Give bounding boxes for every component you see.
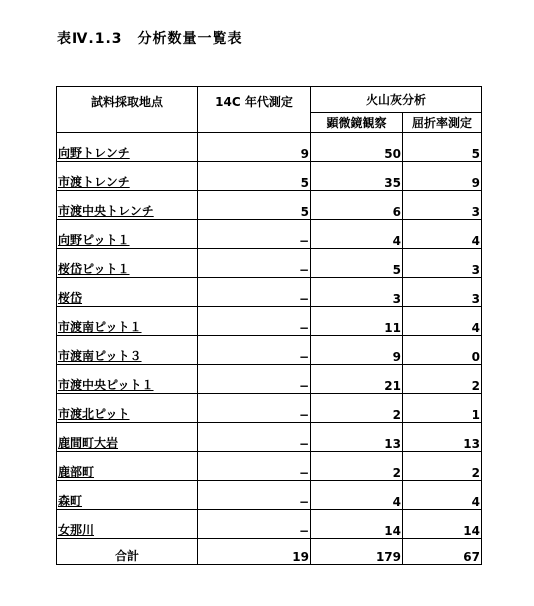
table-row bbox=[57, 394, 482, 423]
refractive-count: 5 bbox=[403, 133, 482, 162]
microscope-count: 4 bbox=[311, 481, 403, 510]
site-name: 市渡北ピット bbox=[57, 394, 198, 423]
total-label: 合計 bbox=[57, 539, 198, 565]
refractive-count: 2 bbox=[403, 365, 482, 394]
microscope-count: 2 bbox=[311, 394, 403, 423]
table-row bbox=[57, 220, 482, 249]
refractive-count: 3 bbox=[403, 191, 482, 220]
site-name: 市渡中央トレンチ bbox=[57, 191, 198, 220]
refractive-count: 3 bbox=[403, 278, 482, 307]
site-name: 桜岱 bbox=[57, 278, 198, 307]
site-name: 向野トレンチ bbox=[57, 133, 198, 162]
microscope-count: 50 bbox=[311, 133, 403, 162]
refractive-count: 2 bbox=[403, 452, 482, 481]
analysis-count-table bbox=[56, 86, 482, 565]
table-row bbox=[57, 162, 482, 191]
site-name: 市渡トレンチ bbox=[57, 162, 198, 191]
c14-count: − bbox=[198, 307, 311, 336]
c14-count: − bbox=[198, 336, 311, 365]
refractive-count: 9 bbox=[403, 162, 482, 191]
microscope-count: 11 bbox=[311, 307, 403, 336]
c14-count: − bbox=[198, 278, 311, 307]
refractive-count: 4 bbox=[403, 481, 482, 510]
table-row bbox=[57, 249, 482, 278]
table-row bbox=[57, 191, 482, 220]
c14-count: − bbox=[198, 481, 311, 510]
refractive-count: 3 bbox=[403, 249, 482, 278]
table-row bbox=[57, 307, 482, 336]
refractive-count: 1 bbox=[403, 394, 482, 423]
table-caption: 表Ⅳ.1.3 分析数量一覧表 bbox=[57, 31, 243, 47]
microscope-count: 4 bbox=[311, 220, 403, 249]
microscope-count: 21 bbox=[311, 365, 403, 394]
total-microscope: 179 bbox=[311, 539, 403, 565]
site-name: 市渡中央ピット１ bbox=[57, 365, 198, 394]
site-name: 市渡南ピット３ bbox=[57, 336, 198, 365]
microscope-count: 9 bbox=[311, 336, 403, 365]
site-name: 桜岱ピット１ bbox=[57, 249, 198, 278]
c14-count: 5 bbox=[198, 191, 311, 220]
c14-count: − bbox=[198, 394, 311, 423]
microscope-count: 6 bbox=[311, 191, 403, 220]
refractive-count: 13 bbox=[403, 423, 482, 452]
total-refractive: 67 bbox=[403, 539, 482, 565]
microscope-count: 13 bbox=[311, 423, 403, 452]
refractive-count: 4 bbox=[403, 220, 482, 249]
table-row bbox=[57, 133, 482, 162]
total-c14: 19 bbox=[198, 539, 311, 565]
table-row bbox=[57, 365, 482, 394]
microscope-count: 5 bbox=[311, 249, 403, 278]
c14-count: − bbox=[198, 510, 311, 539]
table-row bbox=[57, 452, 482, 481]
microscope-count: 35 bbox=[311, 162, 403, 191]
header-refractive: 屈折率測定 bbox=[403, 113, 482, 133]
table-row bbox=[57, 423, 482, 452]
refractive-count: 14 bbox=[403, 510, 482, 539]
table-row bbox=[57, 278, 482, 307]
c14-count: − bbox=[198, 452, 311, 481]
site-name: 向野ピット１ bbox=[57, 220, 198, 249]
microscope-count: 14 bbox=[311, 510, 403, 539]
site-name: 市渡南ピット１ bbox=[57, 307, 198, 336]
total-row bbox=[57, 539, 482, 565]
c14-count: − bbox=[198, 249, 311, 278]
header-c14: 14C 年代測定 bbox=[198, 87, 311, 133]
site-name: 鹿間町大岩 bbox=[57, 423, 198, 452]
refractive-count: 0 bbox=[403, 336, 482, 365]
header-volcanic-ash: 火山灰分析 bbox=[311, 87, 482, 113]
microscope-count: 2 bbox=[311, 452, 403, 481]
c14-count: 9 bbox=[198, 133, 311, 162]
site-name: 森町 bbox=[57, 481, 198, 510]
c14-count: − bbox=[198, 423, 311, 452]
table-row bbox=[57, 481, 482, 510]
header-microscope: 顕微鏡観察 bbox=[311, 113, 403, 133]
site-name: 女那川 bbox=[57, 510, 198, 539]
c14-count: 5 bbox=[198, 162, 311, 191]
header-sample-site: 試料採取地点 bbox=[57, 87, 198, 133]
c14-count: − bbox=[198, 220, 311, 249]
table-row bbox=[57, 510, 482, 539]
microscope-count: 3 bbox=[311, 278, 403, 307]
table-row bbox=[57, 336, 482, 365]
c14-count: − bbox=[198, 365, 311, 394]
refractive-count: 4 bbox=[403, 307, 482, 336]
site-name: 鹿部町 bbox=[57, 452, 198, 481]
